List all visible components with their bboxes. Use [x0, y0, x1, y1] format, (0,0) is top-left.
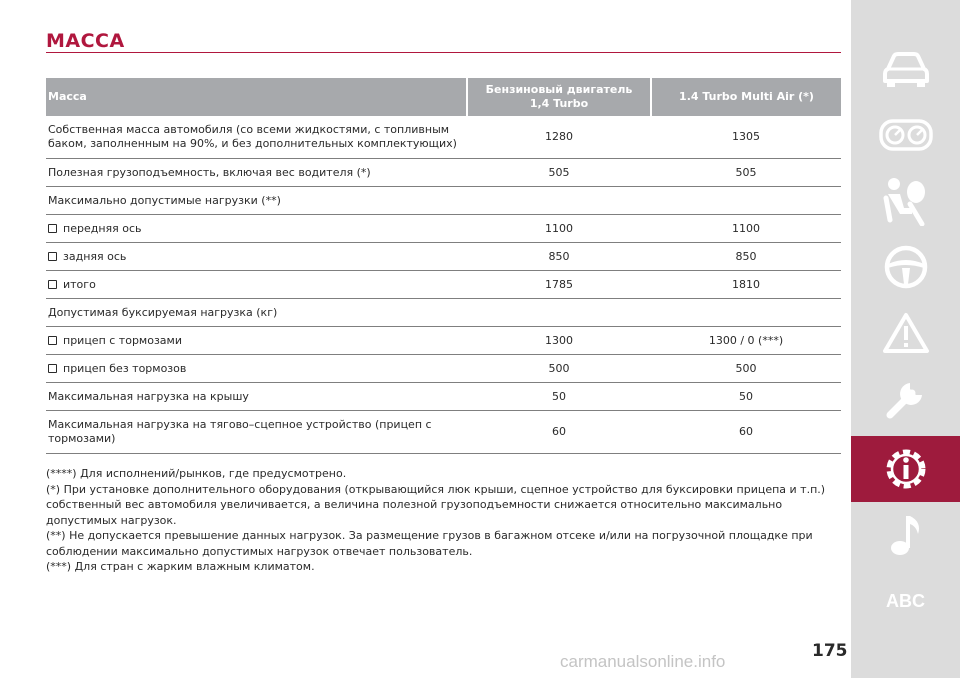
row-value-petrol: 500 — [467, 355, 651, 383]
table-row — [46, 355, 841, 383]
tab-multimedia[interactable] — [851, 502, 960, 568]
row-label-cell — [46, 355, 467, 383]
row-value-multiair: 1300 / 0 (***) — [651, 327, 841, 355]
tab-starting-driving[interactable] — [851, 234, 960, 300]
tab-technical-data[interactable] — [851, 436, 960, 502]
checkbox-icon — [48, 336, 57, 345]
row-value-multiair: 500 — [651, 355, 841, 383]
header-petrol-engine: Бензиновый двигатель 1,4 Turbo — [467, 78, 651, 116]
page-title: МАССА — [46, 30, 125, 52]
abc-index-icon: ABC — [886, 590, 925, 611]
mass-table — [46, 78, 841, 454]
row-value-multiair: 1305 — [651, 116, 841, 159]
table-row — [46, 243, 841, 271]
row-label: Максимальная нагрузка на тягово–сцепное устройство (прицеп с тормозами) — [46, 411, 467, 454]
row-value-multiair: 1810 — [651, 271, 841, 299]
row-value-multiair: 50 — [651, 383, 841, 411]
checkbox-icon — [48, 280, 57, 289]
footnote: (*) При установке дополнительного оборудования (открывающийся люк крыши, сцепное устройство для буксировки прицепа и т.п.) собственный вес автомобиля увеличивается, а величина полезной грузоподъемности снижается относительно максимально допустимых нагрузок. — [46, 482, 826, 527]
row-value-multiair: 1100 — [651, 215, 841, 243]
row-label: Максимальная нагрузка на крышу — [46, 383, 467, 411]
row-value-petrol: 50 — [467, 383, 651, 411]
table-row — [46, 327, 841, 355]
tab-car[interactable] — [851, 36, 960, 102]
header-mass: Масса — [46, 78, 467, 116]
checkbox-icon — [48, 252, 57, 261]
watermark: carmanualsonline.info — [560, 652, 726, 671]
row-label-cell — [46, 243, 467, 271]
warning-triangle-icon — [882, 312, 930, 354]
tab-safety[interactable] — [851, 168, 960, 234]
table-row — [46, 383, 841, 411]
chapter-sidebar — [851, 0, 960, 678]
table-row — [46, 215, 841, 243]
table-row — [46, 116, 841, 159]
row-label-cell — [46, 271, 467, 299]
tab-instruments[interactable] — [851, 102, 960, 168]
page-number: 175 — [812, 641, 848, 661]
tab-emergency[interactable] — [851, 300, 960, 366]
row-label: Собственная масса автомобиля (со всеми жидкостями, с топливным баком, заполненным на 90%, и без дополнительных комплектующих) — [46, 116, 467, 159]
row-value-multiair: 60 — [651, 411, 841, 454]
table-row — [46, 299, 841, 327]
footnote: (**) Не допускается превышение данных нагрузок. За размещение грузов в багажном отсеке и/или на погрузочной площадке при соблюдении максимально допустимых нагрузок отвечает пользователь. — [46, 529, 813, 558]
row-value-petrol — [467, 299, 651, 327]
row-value-multiair: 850 — [651, 243, 841, 271]
row-value-petrol — [467, 187, 651, 215]
checkbox-icon — [48, 364, 57, 373]
table-row — [46, 159, 841, 187]
music-note-icon — [888, 512, 924, 558]
header-multiair: 1.4 Turbo Multi Air (*) — [651, 78, 841, 116]
row-value-petrol: 505 — [467, 159, 651, 187]
row-value-petrol: 1300 — [467, 327, 651, 355]
wrench-icon — [882, 375, 930, 423]
footnotes — [46, 466, 841, 575]
tab-index[interactable] — [851, 568, 960, 634]
row-label: прицеп без тормозов — [63, 361, 187, 375]
table-row — [46, 271, 841, 299]
steering-wheel-icon — [883, 244, 929, 290]
row-value-multiair: 505 — [651, 159, 841, 187]
row-value-petrol: 1280 — [467, 116, 651, 159]
table-header-row — [46, 78, 841, 116]
row-label: итого — [63, 277, 96, 291]
row-label: прицеп с тормозами — [63, 333, 182, 347]
row-label-cell — [46, 327, 467, 355]
row-label: Полезная грузоподъемность, включая вес водителя (*) — [46, 159, 467, 187]
row-value-petrol: 850 — [467, 243, 651, 271]
gear-info-icon — [881, 444, 931, 494]
car-icon — [880, 49, 932, 89]
row-value-petrol: 60 — [467, 411, 651, 454]
row-value-multiair — [651, 187, 841, 215]
footnote: (****) Для исполнений/рынков, где предусмотрено. — [46, 467, 347, 480]
title-rule — [46, 52, 841, 53]
table-row — [46, 187, 841, 215]
row-label: Максимально допустимые нагрузки (**) — [46, 187, 467, 215]
row-label: задняя ось — [63, 249, 127, 263]
row-value-multiair — [651, 299, 841, 327]
footnote: (***) Для стран с жарким влажным климатом. — [46, 560, 315, 573]
row-label: передняя ось — [63, 221, 142, 235]
row-label-cell — [46, 215, 467, 243]
row-label: Допустимая буксируемая нагрузка (кг) — [46, 299, 467, 327]
tab-maintenance[interactable] — [851, 366, 960, 432]
passenger-airbag-icon — [882, 176, 930, 226]
row-value-petrol: 1100 — [467, 215, 651, 243]
row-value-petrol: 1785 — [467, 271, 651, 299]
instrument-cluster-icon — [878, 118, 934, 152]
checkbox-icon — [48, 224, 57, 233]
table-row — [46, 411, 841, 454]
